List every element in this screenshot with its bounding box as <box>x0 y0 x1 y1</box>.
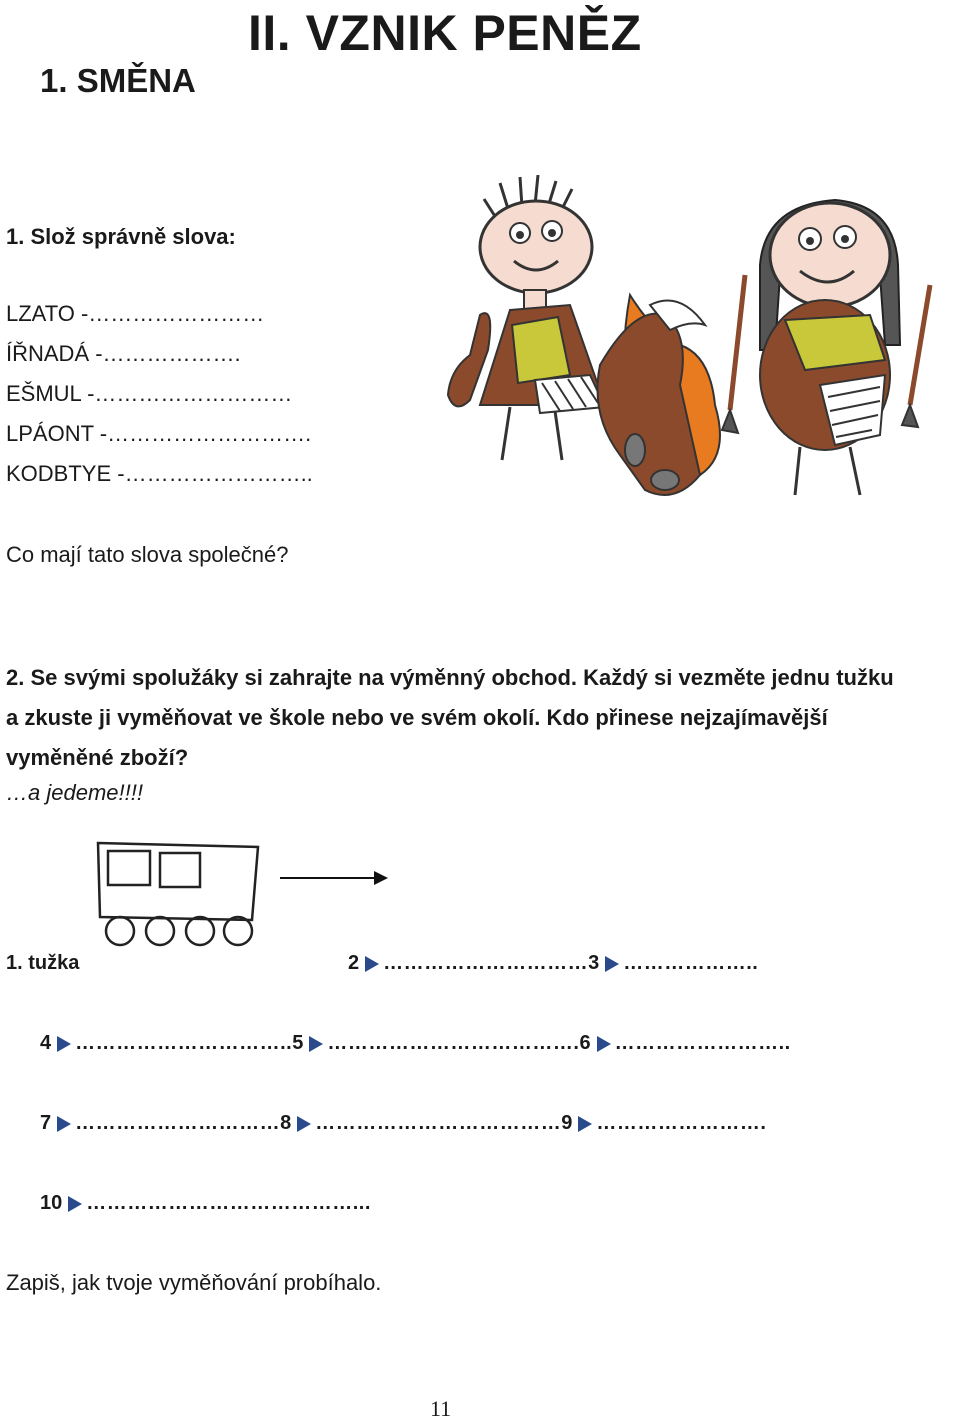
chain-blank: ……………………. <box>596 1112 767 1134</box>
chain-number: 3 <box>588 952 600 974</box>
chain-number: 4 <box>40 1032 52 1054</box>
triangle-arrow-icon <box>597 1036 611 1052</box>
cavemen-illustration <box>440 175 950 520</box>
chain-number: 7 <box>40 1112 52 1134</box>
triangle-arrow-icon <box>68 1196 82 1212</box>
chain-start: 1. tužka <box>6 952 80 974</box>
chain-blank: ………………………………. <box>327 1032 580 1054</box>
triangle-arrow-icon <box>297 1116 311 1132</box>
triangle-arrow-icon <box>57 1036 71 1052</box>
chain-number: 10 <box>40 1192 63 1214</box>
chain-blank: ……………………………… <box>315 1112 562 1134</box>
task1-title: 1. Slož správně slova: <box>6 224 236 249</box>
word-item-irnada: ÍŘNADÁ -………………. <box>6 341 241 366</box>
chain-blank: …………………….. <box>614 1032 791 1054</box>
chapter-title: II. VZNIK PENĚZ <box>248 5 642 61</box>
chain-row-1-slots <box>348 952 758 975</box>
task2-subline: …a jedeme!!!! <box>6 780 143 805</box>
chain-row-4 <box>40 1192 371 1215</box>
chain-number: 2 <box>348 952 360 974</box>
task2-text: 2. Se svými spolužáky si zahrajte na výměnný obchod. Každý si vezměte jednu tužku a zkuste ji vyměňovat ve škole nebo ve svém okolí. Kdo přinese nejzajímavější vyměněné zboží? <box>6 665 894 770</box>
chain-blank: ………………………….. <box>75 1032 293 1054</box>
chain-blank: ……………….. <box>623 952 759 974</box>
section-title: 1. SMĚNA <box>40 62 196 99</box>
chain-blank: ………………………… <box>75 1112 281 1134</box>
task1-question: Co mají tato slova společné? <box>6 542 289 567</box>
chain-blank: ………………………… <box>383 952 589 974</box>
chain-row-1 <box>6 952 79 975</box>
word-list <box>6 300 313 500</box>
chain-number: 6 <box>579 1032 591 1054</box>
chain-row-2 <box>40 1032 791 1055</box>
triangle-arrow-icon <box>365 956 379 972</box>
triangle-arrow-icon <box>309 1036 323 1052</box>
chain-row-3 <box>40 1112 766 1135</box>
triangle-arrow-icon <box>57 1116 71 1132</box>
word-item-lzato: LZATO -…………………… <box>6 301 265 326</box>
word-item-lpaont: LPÁONT -………………………. <box>6 421 312 446</box>
triangle-arrow-icon <box>605 956 619 972</box>
chain-blank: …………………………………... <box>86 1192 371 1214</box>
page-number: 11 <box>430 1396 452 1421</box>
chain-number: 8 <box>280 1112 292 1134</box>
train-drawing <box>90 835 270 950</box>
chain-number: 5 <box>292 1032 304 1054</box>
train-arrow-icon <box>280 868 390 888</box>
word-item-kodbtye: KODBTYE -…………………….. <box>6 461 313 486</box>
word-item-esmul: EŠMUL -……………………… <box>6 381 293 406</box>
chain-number: 9 <box>561 1112 573 1134</box>
footer-prompt: Zapiš, jak tvoje vyměňování probíhalo. <box>6 1270 382 1295</box>
triangle-arrow-icon <box>578 1116 592 1132</box>
